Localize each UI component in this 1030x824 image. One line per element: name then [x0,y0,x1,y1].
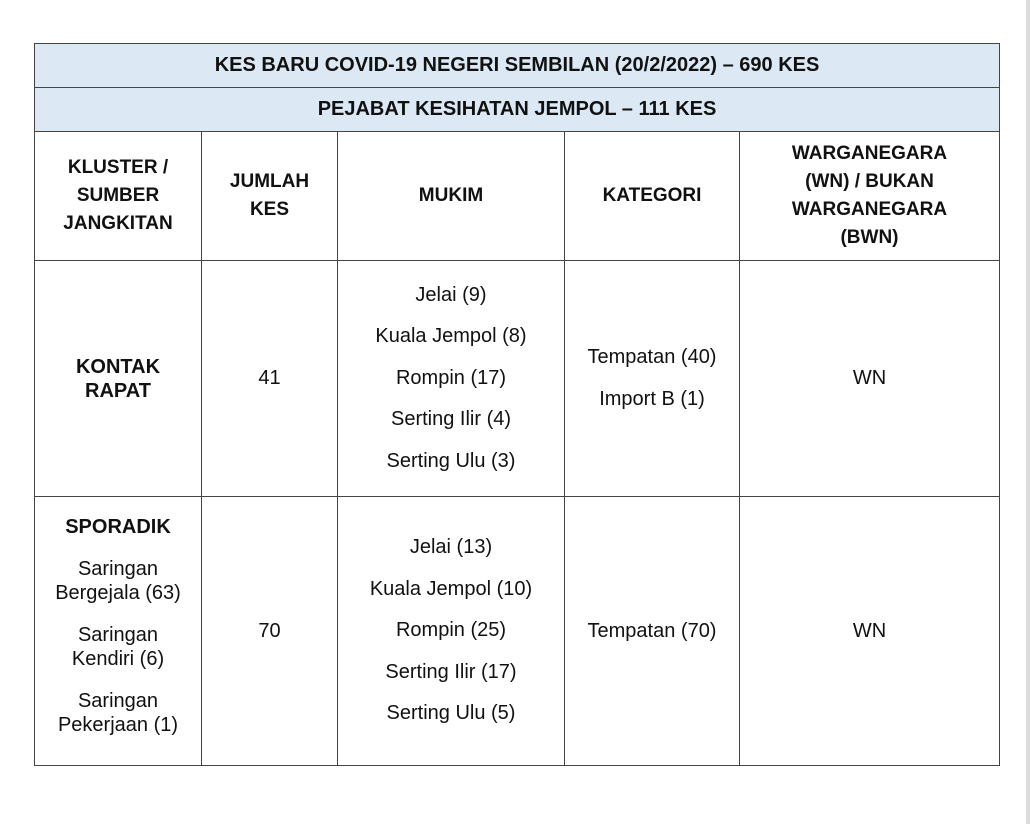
header-kluster-line: SUMBER [76,185,160,206]
mukim-item: Rompin (25) [395,619,507,642]
covid-cases-table [34,43,1000,766]
table-row-sporadik [35,497,1000,766]
kluster-subitem-line: Bergejala (63) [55,582,181,604]
cell-mukim [338,497,565,766]
kluster-subitem-line: Saringan [77,690,159,712]
mukim-item: Serting Ulu (5) [386,702,516,725]
kluster-label: KONTAK [75,355,161,378]
kluster-label: RAPAT [85,379,151,402]
mukim-item: Rompin (17) [395,366,507,389]
cell-kluster [35,497,202,766]
table-subtitle: PEJABAT KESIHATAN JEMPOL – 111 KES [35,88,1000,132]
header-warga [740,132,1000,261]
cell-kategori [565,261,740,497]
page-edge [1026,0,1030,824]
header-row [35,132,1000,261]
cell-warga: WN [740,261,1000,497]
kluster-subitem-line: Kendiri (6) [71,648,165,670]
mukim-item: Serting Ilir (17) [385,660,517,683]
cell-kategori: Tempatan (70) [565,497,740,766]
header-warga-line: WARGANEGARA [791,199,948,220]
kategori-item: Tempatan (40) [587,346,717,368]
kluster-subitem-line: Saringan [77,624,159,646]
cell-mukim [338,261,565,497]
table-title: KES BARU COVID-19 NEGERI SEMBILAN (20/2/2022) – 690 KES [35,44,1000,88]
header-jumlah-line: JUMLAH [229,171,310,192]
header-kluster-line: KLUSTER / [67,157,169,178]
mukim-item: Jelai (9) [415,283,487,306]
table-row-kontak-rapat [35,261,1000,497]
header-warga-line: (BWN) [840,227,899,248]
header-mukim: MUKIM [338,132,565,261]
kluster-subitem [35,623,201,671]
cell-jumlah: 70 [202,497,338,766]
mukim-item: Serting Ilir (4) [390,408,512,431]
header-kategori: KATEGORI [565,132,740,261]
mukim-item: Kuala Jempol (8) [375,325,527,348]
cell-kluster [35,261,202,497]
mukim-item: Kuala Jempol (10) [369,577,533,600]
header-warga-line: WARGANEGARA [791,143,948,164]
kategori-item: Import B (1) [599,387,705,410]
kluster-subitem-line: Saringan [77,558,159,580]
header-warga-line: (WN) / BUKAN [805,171,934,192]
cell-jumlah: 41 [202,261,338,497]
mukim-item: Jelai (13) [409,536,493,559]
header-jumlah-line: KES [249,199,290,220]
kluster-subitem [35,557,201,605]
header-kluster-line: JANGKITAN [63,213,173,234]
kluster-label: SPORADIK [65,516,171,538]
kluster-subitem [35,689,201,737]
header-jumlah [202,132,338,261]
mukim-item: Serting Ulu (3) [386,449,516,472]
header-kluster [35,132,202,261]
cell-warga: WN [740,497,1000,766]
kluster-subitem-line: Pekerjaan (1) [57,714,179,736]
